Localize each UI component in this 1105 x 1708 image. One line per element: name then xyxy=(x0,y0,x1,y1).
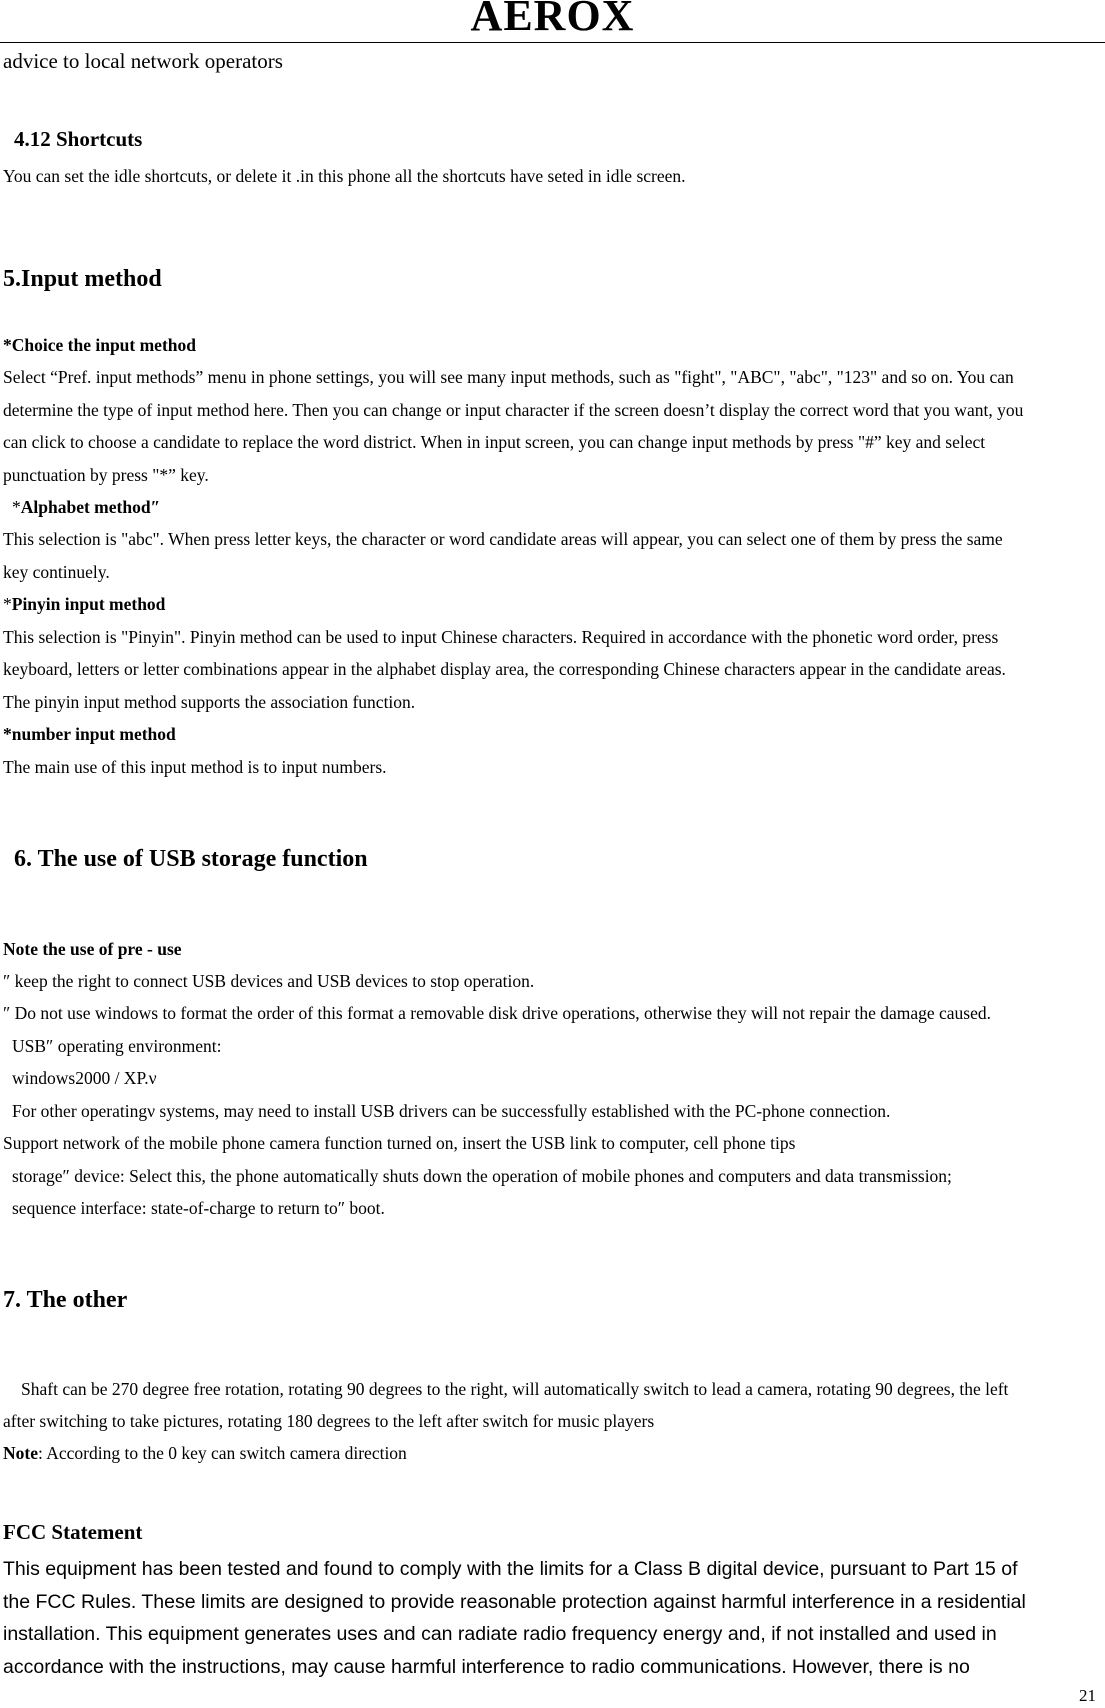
alphabet-method-bullet: * xyxy=(12,497,21,517)
fcc-line-2: the FCC Rules. These limits are designed to provide reasonable protection against harmful interference in a residential xyxy=(3,1591,1026,1613)
choice-input-method-heading: *Choice the input method xyxy=(3,335,196,355)
usb-line-5: For other operatingν systems, may need to install USB drivers can be successfully established with the PC-phone connection. xyxy=(12,1101,891,1121)
alphabet-method-line-1: This selection is "abc". When press letter keys, the character or word candidate areas will appear, you can select one of them by press the same xyxy=(3,529,1003,549)
camera-note xyxy=(3,1441,407,1465)
section-6-heading: 6. The use of USB storage function xyxy=(14,846,368,872)
camera-note-text: : According to the 0 key can switch camera direction xyxy=(37,1443,407,1463)
section-4-12-body: You can set the idle shortcuts, or delete it .in this phone all the shortcuts have seted in idle screen. xyxy=(3,166,686,186)
header-divider xyxy=(0,42,1105,43)
fcc-heading: FCC Statement xyxy=(3,1520,143,1544)
pinyin-method-heading xyxy=(3,592,165,616)
choice-input-line-3: can click to choose a candidate to replace the word district. When in input screen, you can change input methods by press "#” key and select xyxy=(3,432,986,452)
section-5-heading: 5.Input method xyxy=(3,266,162,292)
fcc-line-1: This equipment has been tested and found to comply with the limits for a Class B digital device, pursuant to Part 15 of xyxy=(3,1558,1018,1580)
usb-line-4: windows2000 / XP.ν xyxy=(12,1068,157,1088)
alphabet-method-heading xyxy=(12,495,160,519)
choice-input-line-2: determine the type of input method here. Then you can change or input character if the screen doesn’t display the correct word that you want, you xyxy=(3,400,1024,420)
section-4-12-heading: 4.12 Shortcuts xyxy=(14,127,143,151)
usb-line-2: ″ Do not use windows to format the order of this format a removable disk drive operations, otherwise they will not repair the damage caused. xyxy=(3,1003,991,1023)
pinyin-method-label: Pinyin input method xyxy=(11,594,166,614)
usb-line-8: sequence interface: state-of-charge to return to″ boot. xyxy=(12,1198,385,1218)
usb-note-heading: Note the use of pre - use xyxy=(3,939,182,959)
rotation-line-2: after switching to take pictures, rotating 180 degrees to the left after switch for music players xyxy=(3,1411,655,1431)
usb-line-6: Support network of the mobile phone camera function turned on, insert the USB link to computer, cell phone tips xyxy=(3,1133,796,1153)
section-7-heading: 7. The other xyxy=(3,1287,128,1313)
usb-line-3: USB″ operating environment: xyxy=(12,1036,222,1056)
pinyin-method-bullet: * xyxy=(3,594,12,614)
alphabet-method-label: Alphabet method″ xyxy=(20,497,161,517)
rotation-line-1: Shaft can be 270 degree free rotation, rotating 90 degrees to the right, will automatically switch to lead a camera, rotating 90 degrees, the left xyxy=(21,1379,1009,1399)
fcc-line-3: installation. This equipment generates uses and can radiate radio frequency energy and, if not installed and used in xyxy=(3,1623,997,1645)
pinyin-method-line-3: The pinyin input method supports the association function. xyxy=(3,692,416,712)
number-method-line: The main use of this input method is to input numbers. xyxy=(3,757,387,777)
header-brand-title: AEROX xyxy=(470,0,635,40)
choice-input-line-1: Select “Pref. input methods” menu in phone settings, you will see many input methods, such as "fight", "ABC", "abc", "123" and so on. You can xyxy=(3,367,1014,387)
pinyin-method-line-1: This selection is "Pinyin". Pinyin method can be used to input Chinese characters. Required in accordance with the phonetic word order, press xyxy=(3,627,999,647)
alphabet-method-line-2: key continuely. xyxy=(3,562,110,582)
page-number: 21 xyxy=(1079,1686,1096,1705)
number-method-heading: *number input method xyxy=(3,724,176,744)
intro-line: advice to local network operators xyxy=(3,49,283,73)
usb-line-7: storage″ device: Select this, the phone automatically shuts down the operation of mobile phones and computers and data transmission; xyxy=(12,1166,952,1186)
fcc-line-4: accordance with the instructions, may cause harmful interference to radio communications. However, there is no xyxy=(3,1656,970,1678)
pinyin-method-line-2: keyboard, letters or letter combinations appear in the alphabet display area, the corresponding Chinese characters appear in the candidate areas. xyxy=(3,659,1006,679)
choice-input-line-4: punctuation by press "*” key. xyxy=(3,465,209,485)
camera-note-label: Note xyxy=(3,1443,38,1463)
usb-line-1: ″ keep the right to connect USB devices and USB devices to stop operation. xyxy=(3,971,535,991)
